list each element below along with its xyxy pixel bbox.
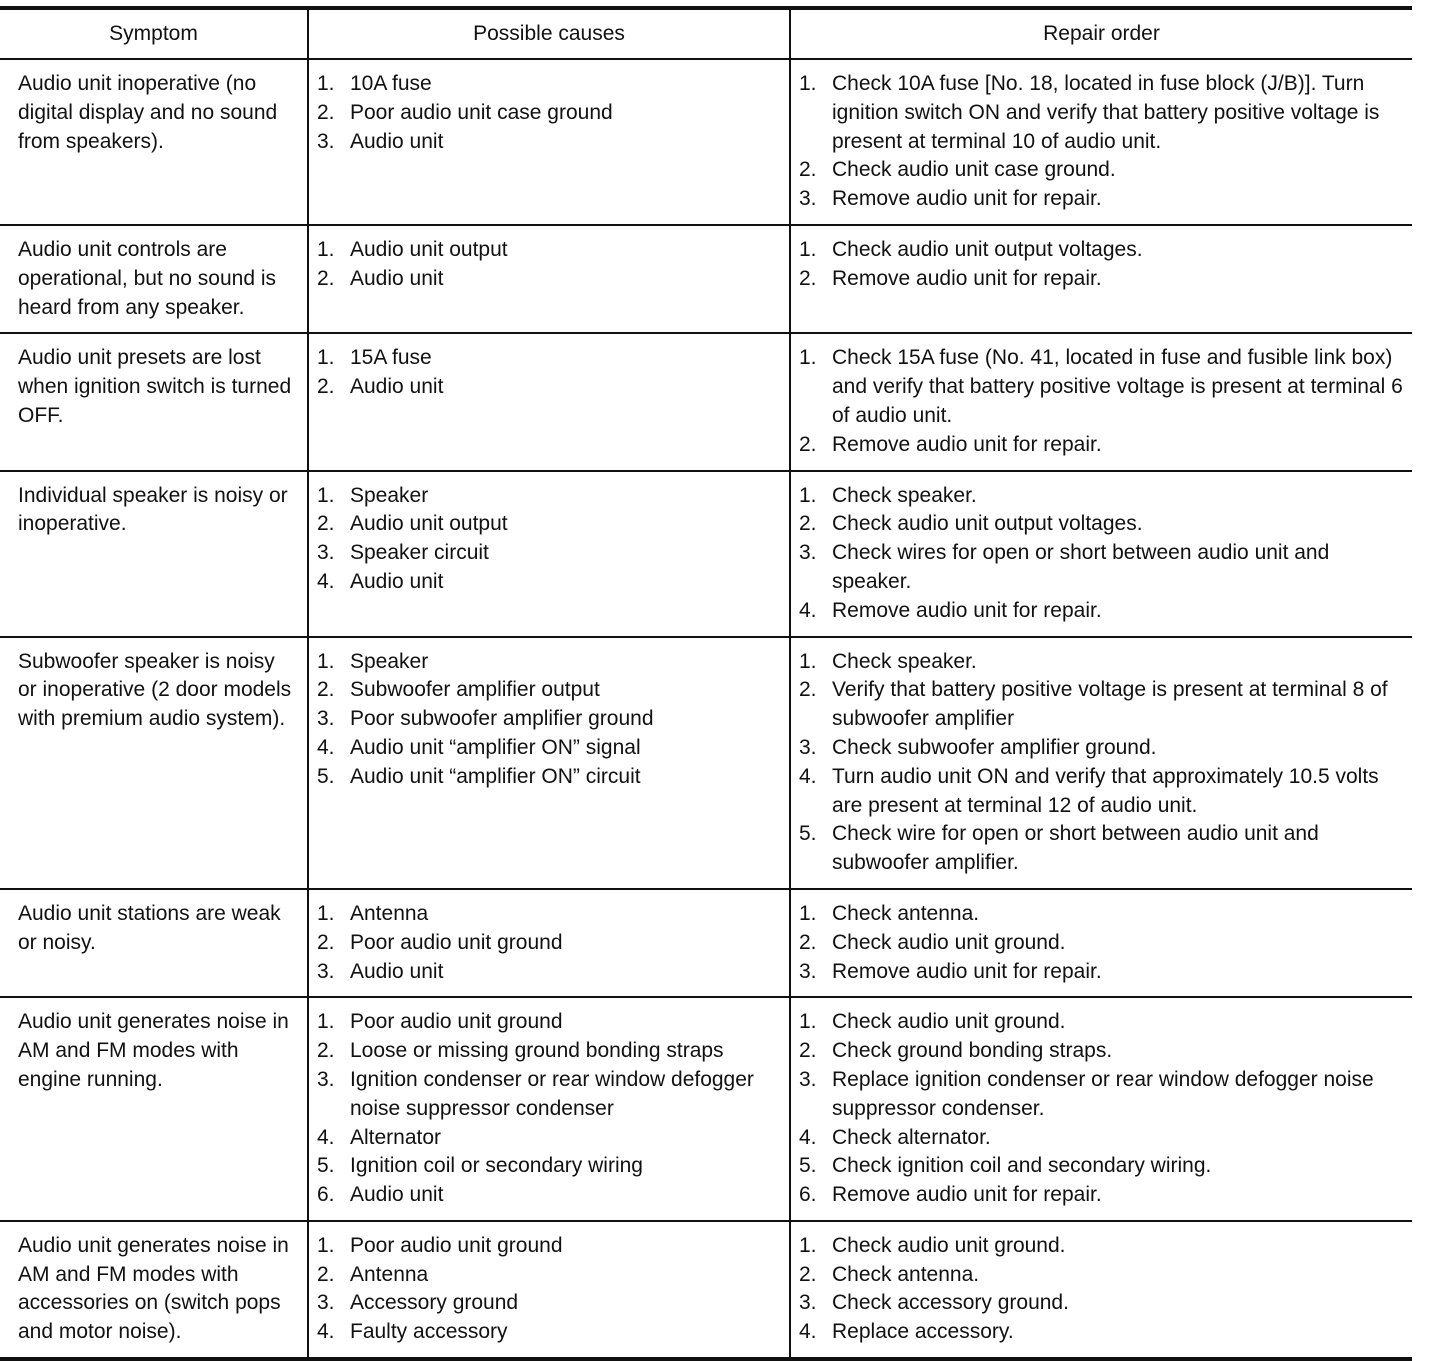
repair-step [799, 1008, 1404, 1037]
repair-step-number: 2. [799, 432, 817, 456]
symptom-cell [0, 59, 308, 225]
repair-step-number: 3. [799, 1291, 817, 1315]
cause-item [317, 128, 781, 157]
repair-cell-list [799, 900, 1404, 986]
cause-item-number: 3. [317, 959, 335, 983]
repair-step [799, 510, 1404, 539]
table-row [0, 225, 1412, 333]
repair-step [799, 1232, 1404, 1261]
cause-item-text: Speaker circuit [350, 541, 489, 565]
symptom-cell [0, 333, 308, 470]
repair-step-text: Verify that battery positive voltage is present at terminal 8 of subwoofer amplifier [832, 678, 1388, 731]
repair-cell [790, 59, 1412, 225]
symptom-text: Audio unit inoperative (no digital display and no sound from speakers). [18, 72, 278, 153]
repair-step-number: 1. [799, 72, 817, 95]
repair-step [799, 1037, 1404, 1066]
repair-step-text: Remove audio unit for repair. [832, 1183, 1102, 1207]
cause-item [317, 373, 781, 402]
cause-item-text: Audio unit [350, 569, 444, 593]
cause-item-text: Accessory ground [350, 1291, 519, 1315]
repair-step [799, 236, 1404, 265]
repair-step [799, 676, 1404, 734]
cause-item-number: 3. [317, 1291, 335, 1315]
repair-cell [790, 889, 1412, 997]
repair-step-text: Check alternator. [832, 1125, 991, 1149]
repair-step-text: Remove audio unit for repair. [832, 432, 1102, 456]
repair-cell-list [799, 1232, 1404, 1347]
repair-step-text: Turn audio unit ON and verify that approximately 10.5 volts are present at terminal 12 of audio unit. [832, 764, 1379, 817]
cause-item-text: Audio unit [350, 1183, 444, 1207]
table-row [0, 637, 1412, 889]
repair-cell [790, 637, 1412, 889]
cause-item-text: Subwoofer amplifier output [350, 678, 600, 702]
cause-item-text: 10A fuse [350, 72, 432, 95]
repair-step-number: 2. [799, 1039, 817, 1063]
cause-item-number: 3. [317, 1067, 335, 1091]
cause-item-number: 2. [317, 100, 335, 124]
symptom-text: Audio unit stations are weak or noisy. [18, 901, 281, 954]
repair-step-text: Remove audio unit for repair. [832, 598, 1102, 622]
cause-item-number: 2. [317, 1262, 335, 1286]
causes-cell [308, 59, 790, 225]
cause-item-number: 2. [317, 678, 335, 702]
cause-item-number: 1. [317, 346, 335, 370]
cause-item-number: 1. [317, 1233, 335, 1257]
repair-step [799, 1181, 1404, 1210]
cause-item [317, 676, 781, 705]
repair-cell [790, 997, 1412, 1221]
cause-item-text: Audio unit [350, 129, 444, 153]
causes-cell [308, 471, 790, 637]
repair-step-text: Check speaker. [832, 483, 977, 507]
cause-item-text: Antenna [350, 1262, 429, 1286]
cause-item [317, 705, 781, 734]
cause-item [317, 482, 781, 511]
repair-cell [790, 333, 1412, 470]
repair-cell [790, 471, 1412, 637]
symptom-cell [0, 997, 308, 1221]
repair-step-number: 1. [799, 237, 817, 261]
cause-item [317, 1232, 781, 1261]
cause-item-number: 3. [317, 541, 335, 565]
repair-step-number: 1. [799, 1010, 817, 1034]
cause-item-number: 1. [317, 1010, 335, 1034]
repair-step-text: Check speaker. [832, 649, 977, 673]
cause-item-number: 2. [317, 512, 335, 536]
cause-item-number: 1. [317, 237, 335, 261]
causes-cell [308, 637, 790, 889]
symptom-cell [0, 637, 308, 889]
cause-item [317, 265, 781, 294]
symptom-cell [0, 1221, 308, 1359]
cause-item-number: 1. [317, 72, 335, 95]
causes-cell-list [317, 344, 781, 402]
causes-cell [308, 997, 790, 1221]
repair-step [799, 900, 1404, 929]
repair-step-text: Check audio unit ground. [832, 1010, 1066, 1034]
cause-item [317, 1008, 781, 1037]
repair-step-number: 4. [799, 598, 817, 622]
repair-cell-list [799, 482, 1404, 626]
repair-step [799, 1124, 1404, 1153]
table-row [0, 997, 1412, 1221]
cause-item [317, 1261, 781, 1290]
repair-step-text: Remove audio unit for repair. [832, 266, 1102, 290]
cause-item-text: Audio unit output [350, 512, 508, 536]
symptom-cell [0, 225, 308, 333]
cause-item-number: 2. [317, 266, 335, 290]
repair-step-number: 1. [799, 649, 817, 673]
repair-step-text: Remove audio unit for repair. [832, 959, 1102, 983]
cause-item-text: Alternator [350, 1125, 442, 1149]
cause-item [317, 734, 781, 763]
repair-step-text: Check ground bonding straps. [832, 1039, 1113, 1063]
causes-cell-list [317, 482, 781, 597]
repair-step-text: Check ignition coil and secondary wiring. [832, 1154, 1212, 1178]
cause-item [317, 1289, 781, 1318]
cause-item-text: Audio unit [350, 266, 444, 290]
repair-step-number: 3. [799, 541, 817, 565]
repair-step [799, 431, 1404, 460]
repair-step [799, 929, 1404, 958]
repair-step-number: 2. [799, 266, 817, 290]
causes-cell-list [317, 648, 781, 792]
repair-step [799, 734, 1404, 763]
causes-cell-list [317, 900, 781, 986]
cause-item-number: 5. [317, 1154, 335, 1178]
cause-item-text: Poor audio unit ground [350, 930, 563, 954]
repair-step [799, 597, 1404, 626]
cause-item [317, 763, 781, 792]
repair-cell-list [799, 70, 1404, 214]
repair-step-text: Check wires for open or short between audio unit and speaker. [832, 541, 1330, 593]
repair-step [799, 763, 1404, 821]
diagnosis-table-sheet [0, 6, 1412, 1361]
repair-cell-list [799, 1008, 1404, 1210]
repair-step-text: Check audio unit ground. [832, 930, 1066, 954]
cause-item-number: 2. [317, 375, 335, 399]
cause-item [317, 1037, 781, 1066]
audio-diagnosis-table [0, 6, 1412, 1361]
cause-item [317, 236, 781, 265]
repair-step [799, 1318, 1404, 1347]
repair-step-text: Check antenna. [832, 1262, 980, 1286]
cause-item-text: Antenna [350, 901, 429, 925]
cause-item-number: 1. [317, 901, 335, 925]
repair-step [799, 344, 1404, 430]
repair-step-number: 1. [799, 1233, 817, 1257]
cause-item-text: Poor audio unit case ground [350, 100, 613, 124]
repair-step-number: 2. [799, 158, 817, 182]
repair-step [799, 1289, 1404, 1318]
repair-step-text: Check audio unit ground. [832, 1233, 1066, 1257]
repair-step [799, 1152, 1404, 1181]
repair-step-number: 3. [799, 959, 817, 983]
cause-item-number: 2. [317, 930, 335, 954]
header-repair-order: Repair order [790, 8, 1412, 59]
cause-item [317, 648, 781, 677]
repair-step-text: Check audio unit output voltages. [832, 237, 1143, 261]
repair-step-number: 5. [799, 1154, 817, 1178]
table-row [0, 889, 1412, 997]
cause-item-number: 4. [317, 1320, 335, 1344]
repair-step-text: Check audio unit case ground. [832, 158, 1116, 182]
cause-item-text: Speaker [350, 649, 429, 673]
cause-item-number: 4. [317, 569, 335, 593]
repair-step-number: 2. [799, 678, 817, 702]
symptom-text: Audio unit generates noise in AM and FM modes with accessories on (switch pops and motor noise). [18, 1233, 289, 1344]
repair-step-number: 3. [799, 1067, 817, 1091]
repair-step-number: 1. [799, 483, 817, 507]
repair-step [799, 70, 1404, 156]
cause-item-text: Audio unit output [350, 237, 508, 261]
repair-step-text: Check antenna. [832, 901, 980, 925]
cause-item-number: 1. [317, 483, 335, 507]
cause-item-text: Audio unit [350, 959, 444, 983]
cause-item-number: 2. [317, 1039, 335, 1063]
repair-step-text: Check accessory ground. [832, 1291, 1069, 1315]
cause-item [317, 344, 781, 373]
cause-item-number: 3. [317, 707, 335, 731]
symptom-text: Audio unit controls are operational, but no sound is heard from any speaker. [18, 237, 277, 319]
cause-item [317, 958, 781, 987]
causes-cell-list [317, 70, 781, 156]
symptom-cell [0, 471, 308, 637]
causes-cell-list [317, 1008, 781, 1210]
cause-item [317, 99, 781, 128]
repair-step-number: 1. [799, 901, 817, 925]
causes-cell [308, 889, 790, 997]
causes-cell-list [317, 1232, 781, 1347]
repair-step-text: Replace ignition condenser or rear window defogger noise suppressor condenser. [832, 1067, 1374, 1120]
repair-step-number: 4. [799, 1125, 817, 1149]
repair-step [799, 820, 1404, 878]
cause-item-text: 15A fuse [350, 346, 432, 370]
symptom-text: Audio unit presets are lost when ignition switch is turned OFF. [18, 346, 292, 427]
cause-item-text: Faulty accessory [350, 1320, 508, 1344]
repair-step-number: 4. [799, 764, 817, 788]
cause-item [317, 1066, 781, 1124]
cause-item-text: Loose or missing ground bonding straps [350, 1039, 724, 1063]
repair-step-number: 4. [799, 1320, 817, 1344]
cause-item-number: 3. [317, 129, 335, 153]
repair-cell [790, 1221, 1412, 1359]
table-row [0, 333, 1412, 470]
cause-item-number: 6. [317, 1183, 335, 1207]
repair-cell-list [799, 344, 1404, 459]
repair-step [799, 539, 1404, 597]
repair-step-number: 2. [799, 1262, 817, 1286]
cause-item-text: Audio unit [350, 375, 444, 399]
repair-step [799, 185, 1404, 214]
symptom-text: Individual speaker is noisy or inoperative. [18, 483, 288, 536]
cause-item-text: Poor audio unit ground [350, 1233, 563, 1257]
repair-step-number: 6. [799, 1183, 817, 1207]
repair-step-text: Check 10A fuse [No. 18, located in fuse block (J/B)]. Turn ignition switch ON and verify that battery positive voltage is present at terminal 10 of audio unit. [832, 72, 1380, 153]
repair-step-number: 1. [799, 346, 817, 370]
repair-step [799, 648, 1404, 677]
cause-item-text: Audio unit “amplifier ON” circuit [350, 764, 641, 788]
repair-step [799, 265, 1404, 294]
cause-item-number: 5. [317, 764, 335, 788]
causes-cell [308, 1221, 790, 1359]
cause-item-number: 1. [317, 649, 335, 673]
cause-item [317, 539, 781, 568]
cause-item-text: Poor audio unit ground [350, 1010, 563, 1034]
table-row [0, 471, 1412, 637]
cause-item-text: Audio unit “amplifier ON” signal [350, 735, 641, 759]
repair-step-text: Remove audio unit for repair. [832, 187, 1102, 211]
causes-cell-list [317, 236, 781, 294]
repair-cell-list [799, 648, 1404, 878]
cause-item [317, 1152, 781, 1181]
cause-item [317, 510, 781, 539]
repair-step-text: Check subwoofer amplifier ground. [832, 735, 1157, 759]
cause-item [317, 1124, 781, 1153]
cause-item-number: 4. [317, 1125, 335, 1149]
repair-step [799, 482, 1404, 511]
cause-item [317, 929, 781, 958]
repair-step [799, 958, 1404, 987]
cause-item [317, 70, 781, 99]
causes-cell [308, 225, 790, 333]
repair-step-number: 5. [799, 822, 817, 846]
repair-step-text: Check 15A fuse (No. 41, located in fuse and fusible link box) and verify that battery positive voltage is present at terminal 6 of audio unit. [832, 346, 1403, 427]
symptom-text: Subwoofer speaker is noisy or inoperative (2 door models with premium audio system). [18, 649, 292, 731]
repair-step-text: Check wire for open or short between audio unit and subwoofer amplifier. [832, 822, 1319, 875]
cause-item-text: Speaker [350, 483, 429, 507]
header-row [0, 8, 1412, 59]
symptom-cell [0, 889, 308, 997]
table-row [0, 59, 1412, 225]
repair-step-number: 3. [799, 187, 817, 211]
cause-item [317, 1318, 781, 1347]
cause-item-text: Ignition coil or secondary wiring [350, 1154, 643, 1178]
cause-item [317, 568, 781, 597]
repair-cell [790, 225, 1412, 333]
repair-step [799, 1066, 1404, 1124]
repair-step-text: Check audio unit output voltages. [832, 512, 1143, 536]
header-symptom: Symptom [0, 8, 308, 59]
cause-item-text: Ignition condenser or rear window defogger noise suppressor condenser [350, 1067, 754, 1120]
repair-step-number: 3. [799, 735, 817, 759]
cause-item [317, 1181, 781, 1210]
symptom-text: Audio unit generates noise in AM and FM modes with engine running. [18, 1010, 289, 1091]
repair-step-text: Replace accessory. [832, 1320, 1014, 1344]
cause-item [317, 900, 781, 929]
header-possible-causes: Possible causes [308, 8, 790, 59]
repair-step-number: 2. [799, 512, 817, 536]
cause-item-number: 4. [317, 735, 335, 759]
causes-cell [308, 333, 790, 470]
cause-item-text: Poor subwoofer amplifier ground [350, 707, 654, 731]
repair-step [799, 156, 1404, 185]
repair-step [799, 1261, 1404, 1290]
table-row [0, 1221, 1412, 1359]
repair-cell-list [799, 236, 1404, 294]
repair-step-number: 2. [799, 930, 817, 954]
